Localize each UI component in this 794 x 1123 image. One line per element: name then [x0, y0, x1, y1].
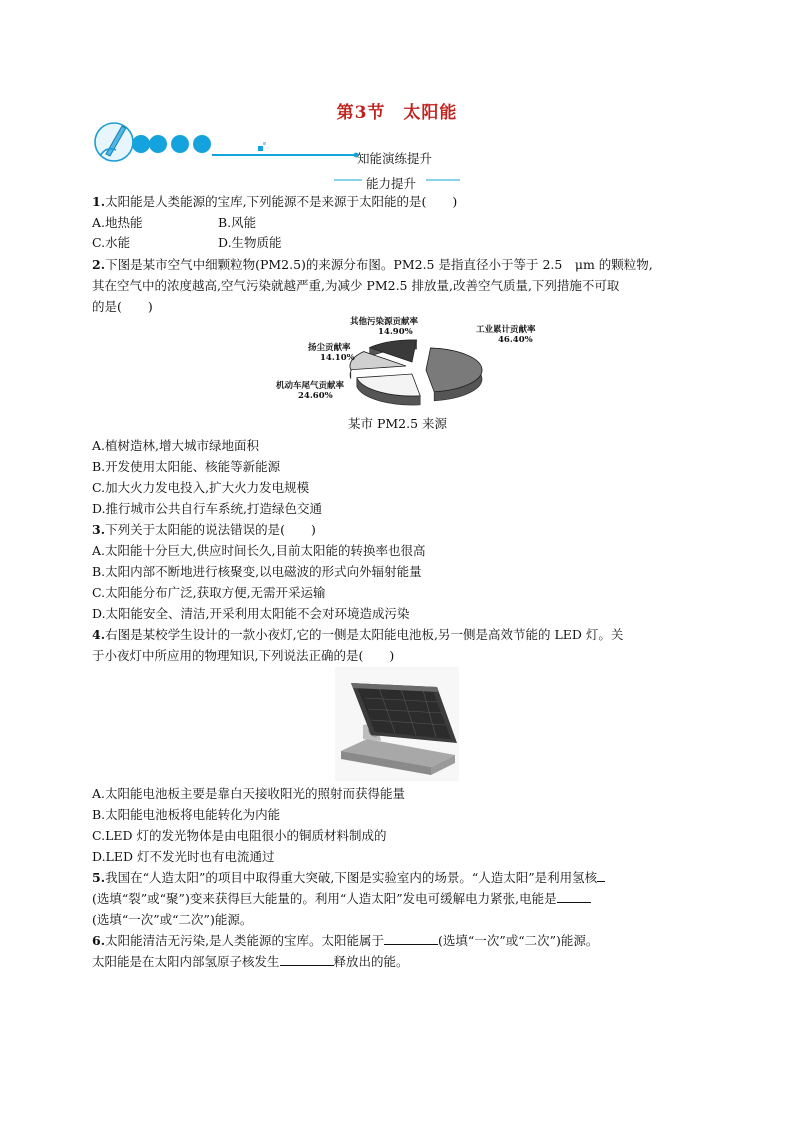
page-title: 第3节 太阳能 — [336, 103, 458, 123]
fill-blank-1[interactable] — [597, 868, 605, 882]
question-3-stem: 3.下列关于太阳能的说法错误的是( ) — [92, 522, 316, 537]
question-3-option-c[interactable]: C.太阳能分布广泛,获取方便,无需开采运输 — [92, 585, 326, 600]
option-a[interactable]: A.地热能 — [92, 215, 143, 230]
question-2-stem-line2: 其在空气中的浓度越高,空气污染就越严重,为减少 PM2.5 排放量,改善空气质量,下列措施不可取 — [92, 278, 620, 293]
question-2-option-d[interactable]: D.推行城市公共自行车系统,打造绿色交通 — [92, 501, 323, 516]
pie-value-1: 46.40% — [498, 335, 533, 345]
option-d[interactable]: D.生物质能 — [218, 235, 282, 250]
solar-night-light-photo — [335, 667, 459, 781]
question-2-option-c[interactable]: C.加大火力发电投入,扩大火力发电规模 — [92, 480, 310, 495]
pie-label-4: 其他污染源贡献率 — [350, 317, 419, 327]
question-2-option-a[interactable]: A.植树造林,增大城市绿地面积 — [92, 438, 259, 453]
question-4-stem-line2: 于小夜灯中所应用的物理知识,下列说法正确的是( ) — [92, 648, 395, 663]
section-heading-ability: 能力提升 — [366, 176, 417, 191]
question-1-options-row2 — [92, 233, 794, 253]
dots-decoration-icon — [132, 135, 211, 153]
pie-label-1: 工业累计贡献率 — [476, 325, 536, 335]
question-4-option-d[interactable]: D.LED 灯不发光时也有电流通过 — [92, 849, 275, 864]
fill-blank-3[interactable] — [384, 931, 438, 945]
pie-value-4: 14.90% — [378, 327, 413, 337]
question-4-option-a[interactable]: A.太阳能电池板主要是靠白天接收阳光的照射而获得能量 — [92, 786, 406, 801]
question-2-stem-line3: 的是( ) — [92, 299, 153, 314]
question-6-line2: 太阳能是在太阳内部氢原子核发生 释放出的能。 — [92, 954, 409, 969]
question-3-option-d[interactable]: D.太阳能安全、清洁,开采利用太阳能不会对环境造成污染 — [92, 606, 410, 621]
question-4-option-c[interactable]: C.LED 灯的发光物体是由电阻很小的铜质材料制成的 — [92, 828, 387, 843]
option-b[interactable]: B.风能 — [218, 215, 257, 230]
pie-value-3: 14.10% — [320, 353, 355, 363]
fill-blank-4[interactable] — [280, 952, 334, 966]
chart-caption: 某市 PM2.5 来源 — [348, 416, 448, 431]
question-4-stem-line1: 4.右图是某校学生设计的一款小夜灯,它的一侧是太阳能电池板,另一侧是高效节能的 LED 灯。关 — [92, 627, 624, 642]
pie-value-2: 24.60% — [298, 391, 333, 401]
question-5-line1: 5.我国在“人造太阳”的项目中取得重大突破,下图是实验室内的场景。“人造太阳”是利用氢核 — [92, 868, 794, 888]
option-c[interactable]: C.水能 — [92, 235, 131, 250]
fill-blank-2[interactable] — [557, 889, 591, 903]
question-6-line1: 6.太阳能清洁无污染,是人类能源的宝库。太阳能属于 (选填“一次”或“二次”)能源。 — [92, 933, 599, 948]
question-4-option-b[interactable]: B.太阳能电池板将电能转化为内能 — [92, 807, 281, 822]
question-3-option-b[interactable]: B.太阳内部不断地进行核聚变,以电磁波的形式向外辐射能量 — [92, 564, 422, 579]
question-5-line2: (选填“裂”或“聚”)变来获得巨大能量的。利用“人造太阳”发电可缓解电力紧张,电能是 — [92, 889, 794, 909]
pie-label-3: 扬尘贡献率 — [308, 343, 351, 353]
pen-logo-icon — [95, 123, 133, 161]
question-5-line3: (选填“一次”或“二次”)能源。 — [92, 912, 253, 927]
question-1-options-row1 — [92, 213, 794, 233]
question-2-option-b[interactable]: B.开发使用太阳能、核能等新能源 — [92, 459, 281, 474]
section-heading-practice: 知能演练提升 — [357, 151, 433, 166]
question-1-stem: 1.太阳能是人类能源的宝库,下列能源不是来源于太阳能的是( ) — [92, 194, 458, 209]
pie-label-2: 机动车尾气贡献率 — [276, 381, 345, 391]
question-2-stem-line1: 2.下图是某市空气中细颗粒物(PM2.5)的来源分布图。PM2.5 是指直径小于等于 2.5 μm 的颗粒物, — [92, 257, 653, 272]
question-3-option-a[interactable]: A.太阳能十分巨大,供应时间长久,目前太阳能的转换率也很高 — [92, 543, 426, 558]
